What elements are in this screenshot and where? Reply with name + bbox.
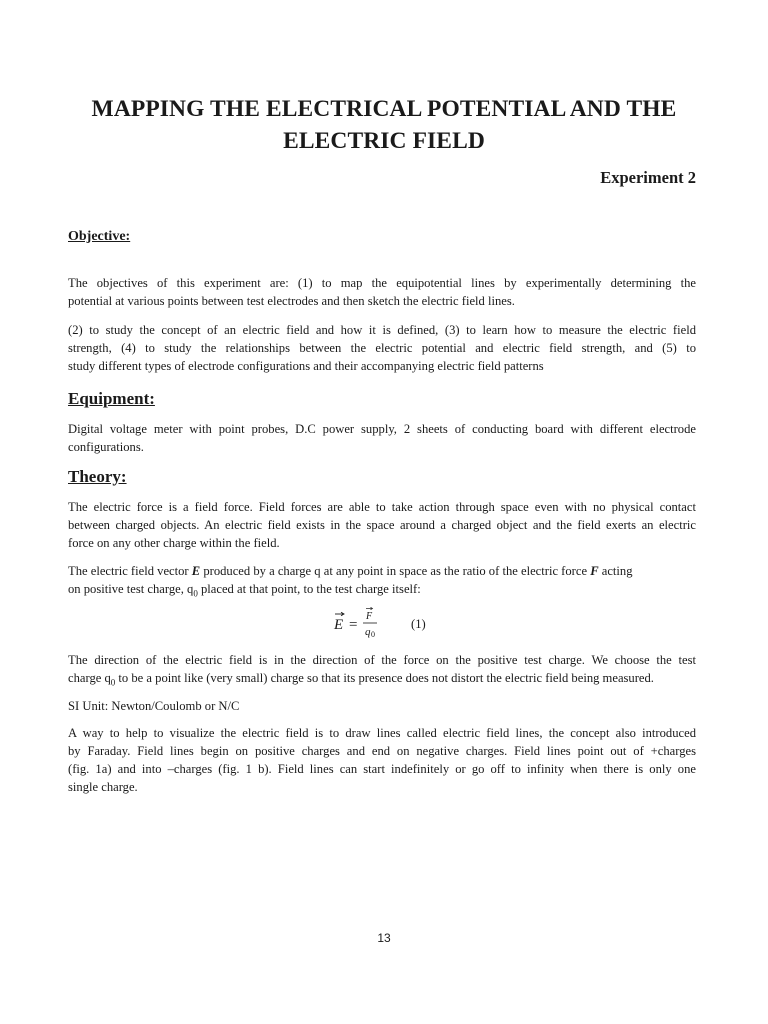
text-line: The objectives of this experiment are: (1) to map the equipotential lines by experimentally determining the — [68, 276, 696, 290]
formula-denominator: q — [365, 626, 371, 638]
formula-equals: = — [349, 617, 358, 633]
text-line: (fig. 1a) and into –charges (fig. 1 b). Field lines can start indefinitely or go off to infinity when there is only one — [68, 762, 696, 776]
theory-paragraph-3 — [68, 651, 696, 692]
title-line-1: MAPPING THE ELECTRICAL POTENTIAL AND THE — [91, 96, 677, 122]
text-line — [68, 580, 696, 603]
equation-number: (1) — [411, 617, 426, 631]
theory-paragraph-4 — [68, 724, 696, 796]
objective-paragraph-2 — [68, 321, 696, 375]
text-line: between charged objects. An electric field exists in the space around a charged object and the field exerts an electric — [68, 518, 696, 532]
vector-e-symbol: E — [191, 564, 201, 578]
text-line: potential at various points between test electrodes and then sketch the electric field lines. — [68, 294, 515, 308]
text-line: single charge. — [68, 780, 138, 794]
objective-heading: Objective: — [68, 229, 131, 244]
text-run: The electric field vector — [68, 564, 192, 578]
text-line — [68, 562, 696, 580]
text-line: by Faraday. Field lines begin on positive charges and end on negative charges. Field lines point out of +charges — [68, 744, 696, 758]
electric-field-formula — [330, 607, 450, 641]
text-run: acting — [598, 564, 633, 578]
text-run: on positive test charge, q — [68, 582, 194, 596]
subscript: 0 — [193, 588, 198, 599]
formula-lhs: E — [334, 617, 344, 633]
equipment-heading: Equipment: — [68, 389, 155, 408]
text-line — [68, 669, 696, 692]
text-run: charge q — [68, 671, 111, 685]
text-line: strength, (4) to study the relationships between the electric potential and electric field strength, and (5) to — [68, 341, 696, 355]
text-line: configurations. — [68, 440, 144, 454]
vector-f-symbol: F — [590, 564, 599, 578]
text-line: force on any other charge within the field. — [68, 536, 280, 550]
subscript: 0 — [110, 677, 116, 688]
text-line: The direction of the electric field is in the direction of the force on the positive test charge. We choose the test — [68, 653, 696, 667]
equipment-paragraph — [68, 420, 696, 456]
page-number: 13 — [377, 931, 391, 945]
formula-numerator: F — [366, 611, 373, 622]
theory-paragraph-1 — [68, 498, 696, 552]
theory-paragraph-2 — [68, 562, 696, 603]
text-run: placed at that point, to the test charge itself: — [197, 582, 421, 596]
experiment-label: Experiment 2 — [600, 168, 696, 187]
theory-heading: Theory: — [68, 467, 127, 486]
objective-paragraph-1 — [68, 274, 696, 310]
text-line: A way to help to visualize the electric field is to draw lines called electric field lines, the concept also introduced — [68, 726, 696, 740]
title-line-2: ELECTRIC FIELD — [283, 128, 485, 154]
text-run: to be a point like (very small) charge so that its presence does not distort the electric field being measured. — [115, 671, 654, 685]
text-line: study different types of electrode configurations and their accompanying electric field patterns — [68, 359, 544, 373]
text-line: The electric force is a field force. Field forces are able to take action through space even with no physical contact — [68, 500, 696, 514]
formula-denominator-subscript: 0 — [371, 630, 375, 639]
formula-graphic — [330, 607, 450, 641]
document-title — [40, 93, 728, 157]
text-line: Digital voltage meter with point probes, D.C power supply, 2 sheets of conducting board with different electrode — [68, 422, 696, 436]
text-line: (2) to study the concept of an electric field and how it is defined, (3) to learn how to measure the electric field — [68, 323, 696, 337]
si-unit-line: SI Unit: Newton/Coulomb or N/C — [68, 699, 240, 713]
text-run: produced by a charge q at any point in space as the ratio of the electric force — [200, 564, 591, 578]
